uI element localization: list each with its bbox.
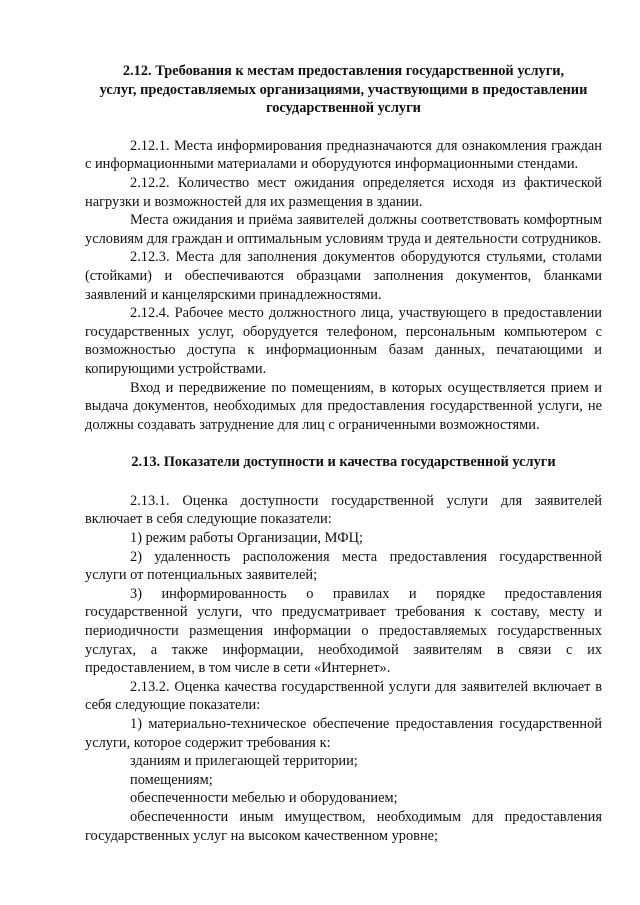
heading-line: услуг, предоставляемых организациями, участвующими в предоставлении	[99, 81, 588, 98]
list-item: 1) материально-техническое обеспечение предоставления государственной услуги, которое содержит требования к:	[85, 716, 602, 751]
list-item: 3) информированность о правилах и порядке предоставления государственной услуги, что предусматривает требования к составу, месту и периодичности размещения информации о предоставляемых государственных услугах, а также информации, необходимой заявителям в связи с их предоставлением, в том числе в сети «Интернет».	[85, 585, 602, 677]
paragraph: 2.13.2. Оценка качества государственной услуги для заявителей включает в себя следующие показатели:	[85, 678, 602, 714]
list-item: помещениям;	[130, 771, 213, 788]
section-heading-2-12	[85, 62, 602, 118]
paragraph: 2.13.1. Оценка доступности государственной услуги для заявителей включает в себя следующие показатели:	[85, 492, 602, 528]
paragraph: 2.12.2. Количество мест ожидания определяется исходя из фактической нагрузки и возможностей для их размещения в здании.	[85, 174, 602, 210]
paragraph: Вход и передвижение по помещениям, в которых осуществляется прием и выдача документов, необходимых для предоставления государственной услуги, не должны создавать затруднение для лиц с ограниченными возможностями.	[85, 379, 602, 433]
paragraph: Места ожидания и приёма заявителей должны соответствовать комфортным условиям для граждан и оптимальным условиям труда и деятельности сотрудников.	[85, 212, 602, 247]
section-heading-2-13: 2.13. Показатели доступности и качества государственной услуги	[131, 454, 556, 471]
heading-line: 2.12. Требования к местам предоставления государственной услуги,	[122, 63, 565, 79]
list-item: обеспеченности иным имуществом, необходимым для предоставления государственных услуг на высоком качественном уровне;	[85, 808, 602, 844]
list-item: 1) режим работы Организации, МФЦ;	[130, 530, 363, 547]
list-item: 2) удаленность расположения места предоставления государственной услуги от потенциальных заявителей;	[85, 548, 602, 584]
heading-line: государственной услуги	[266, 100, 421, 117]
paragraph: 2.12.3. Места для заполнения документов оборудуются стульями, столами (стойками) и обеспечиваются образцами заполнения документов, бланками заявлений и канцелярскими принадлежностями.	[85, 249, 602, 303]
list-item: обеспеченности мебелью и оборудованием;	[130, 790, 398, 807]
paragraph: 2.12.1. Места информирования предназначаются для ознакомления граждан с информационными материалами и оборудуются информационными стендами.	[85, 137, 602, 173]
document-page	[85, 62, 602, 845]
list-item: зданиям и прилегающей территории;	[130, 753, 358, 770]
paragraph: 2.12.4. Рабочее место должностного лица, участвующего в предоставлении государственных услуг, оборудуется телефоном, персональным компьютером с возможностью доступа к информационным базам данных, печатающими и копирующими устройствами.	[85, 305, 602, 377]
